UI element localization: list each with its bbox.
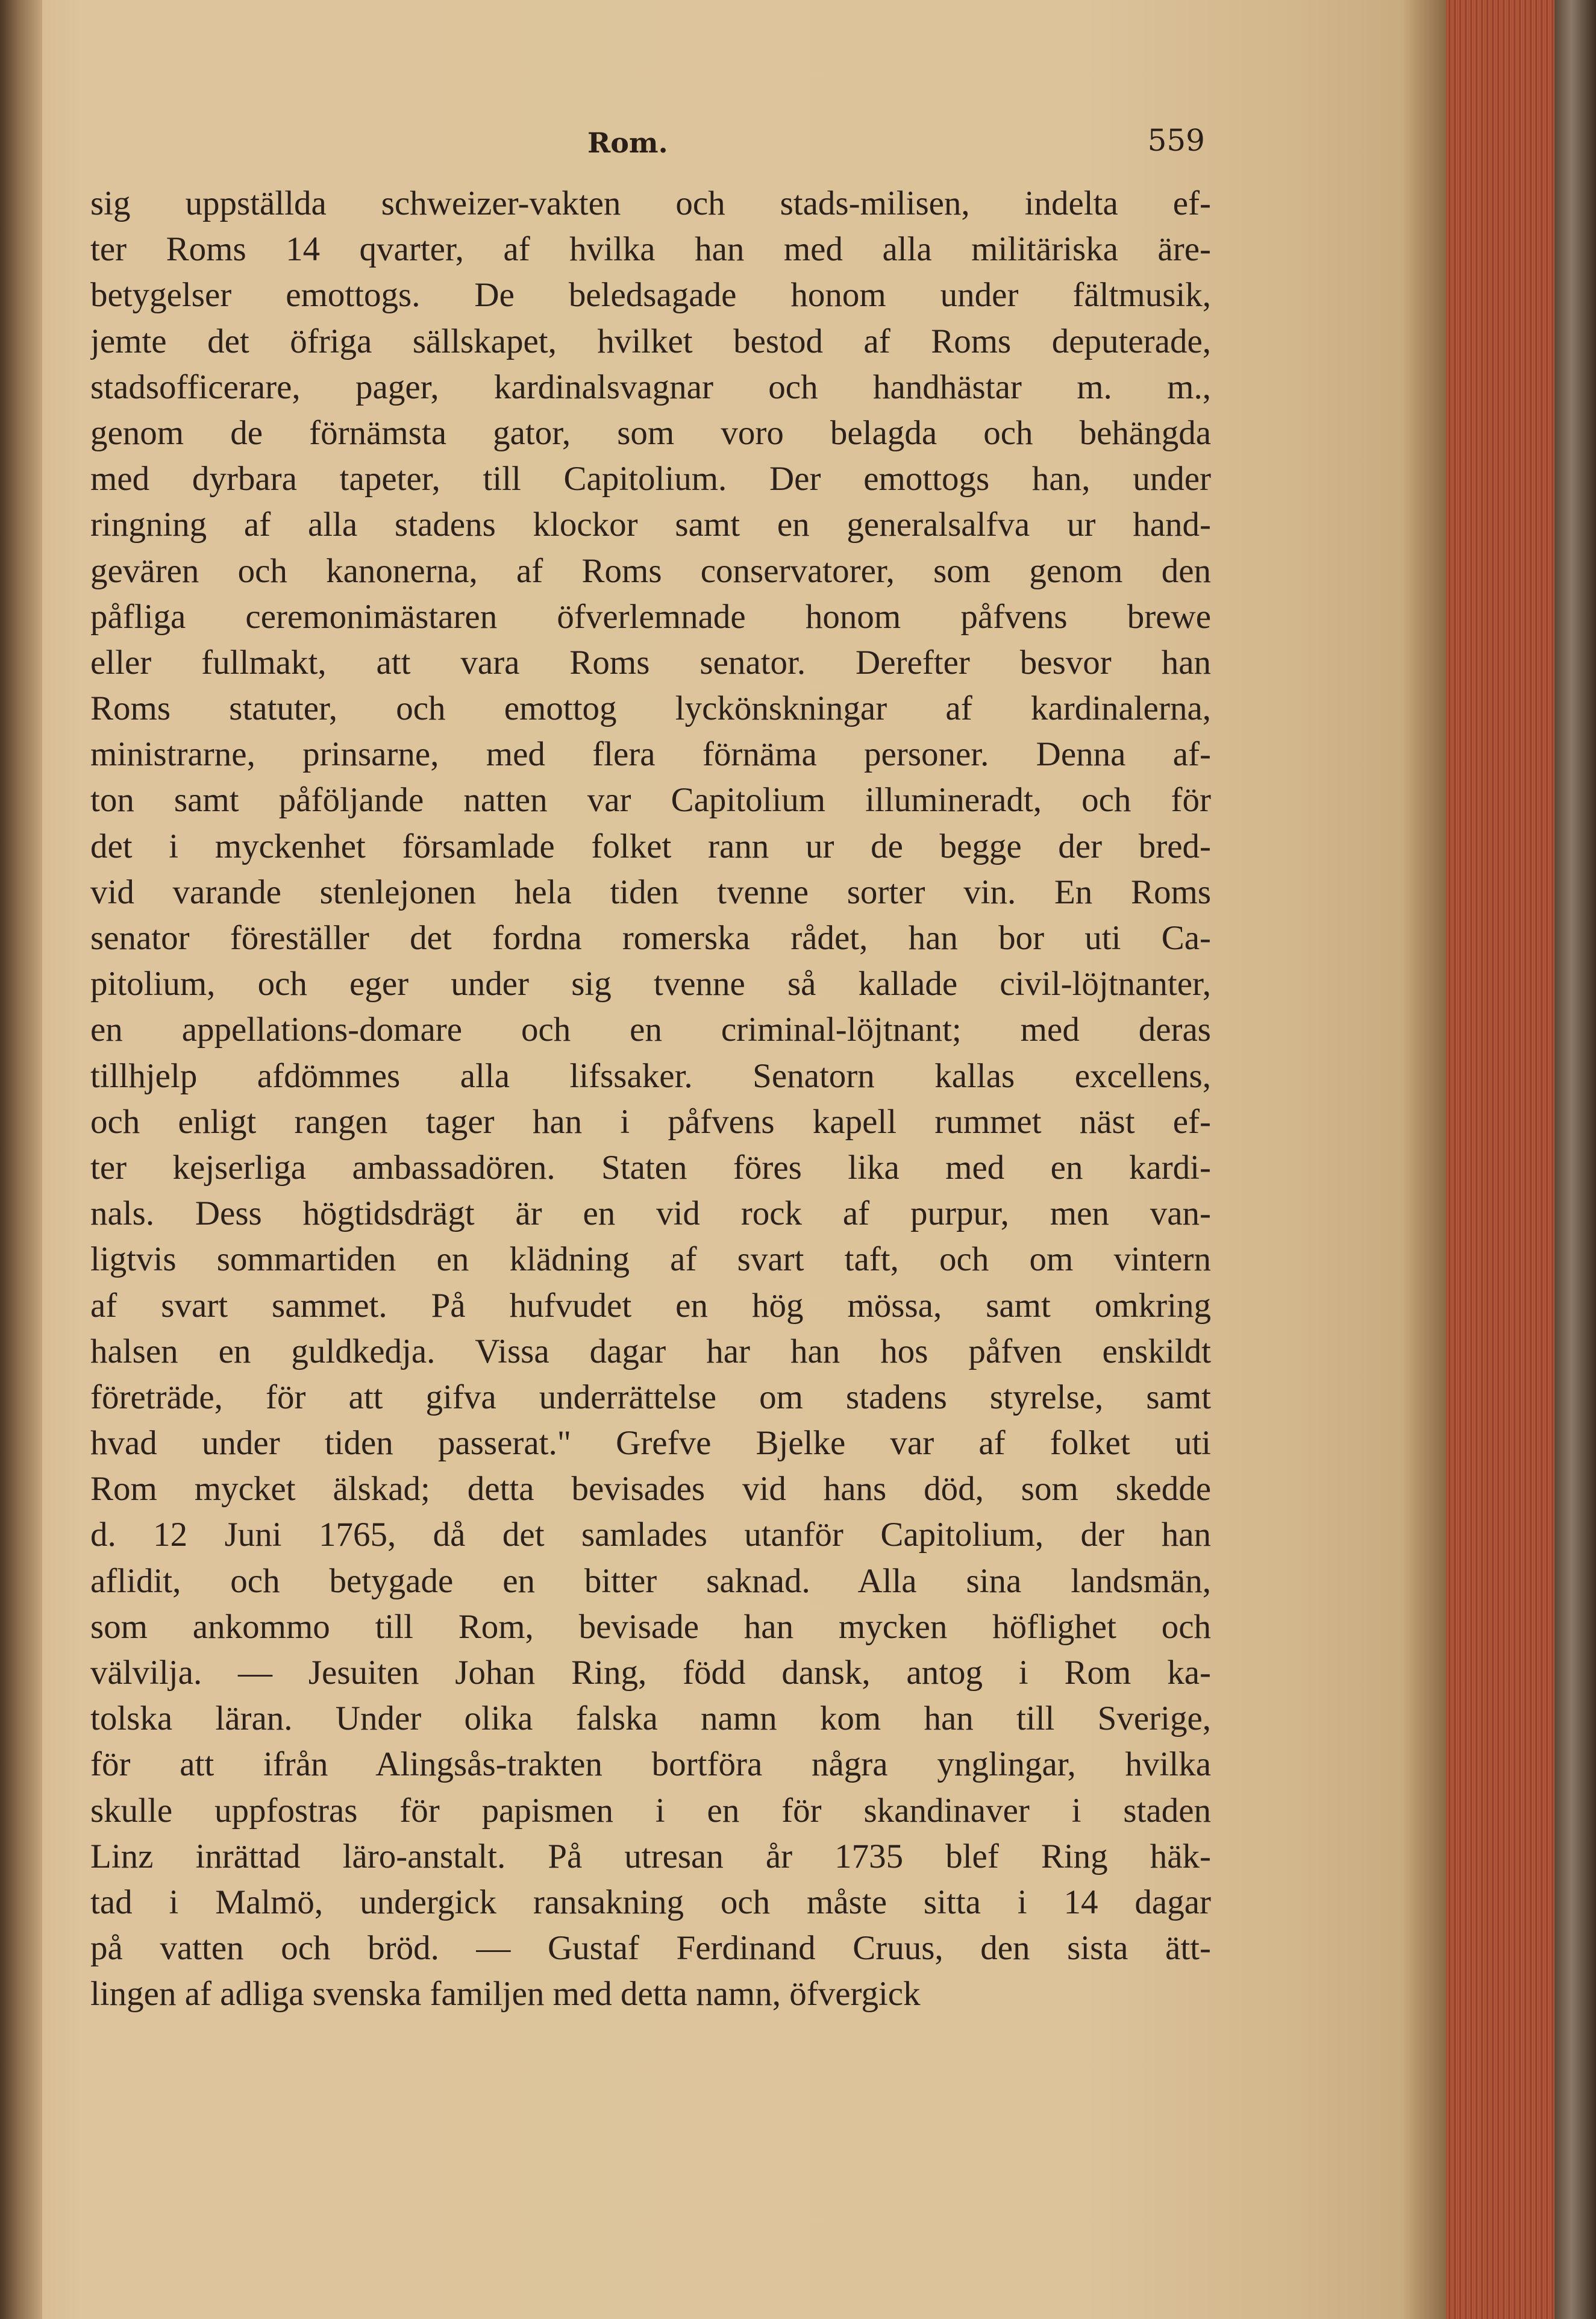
text-line: lingen af adliga svenska familjen med detta namn, öfvergick: [90, 1975, 921, 2013]
text-line: nals. Dess högtidsdrägt är en vid rock af purpur, men van-: [90, 1194, 1211, 1233]
text-line: för att ifrån Alingsås-trakten bortföra några ynglingar, hvilka: [90, 1745, 1211, 1784]
text-line: Linz inrättad läro-anstalt. På utresan år 1735 blef Ring häk-: [90, 1837, 1211, 1875]
running-head: Rom.: [587, 127, 668, 159]
text-line: ringning af alla stadens klockor samt en generalsalfva ur hand-: [90, 506, 1211, 544]
text-line: ton samt påföljande natten var Capitolium illumineradt, och för: [90, 781, 1211, 820]
text-line: sig uppställda schweizer-vakten och stads-milisen, indelta ef-: [90, 184, 1211, 222]
text-line: jemte det öfriga sällskapet, hvilket bestod af Roms deputerade,: [90, 322, 1211, 360]
text-line: d. 12 Juni 1765, då det samlades utanför Capitolium, der han: [90, 1516, 1211, 1554]
text-line: senator föreställer det fordna romerska rådet, han bor uti Ca-: [90, 919, 1211, 957]
text-line: välvilja. — Jesuiten Johan Ring, född dansk, antog i Rom ka-: [90, 1654, 1211, 1692]
text-line: genom de förnämsta gator, som voro belagda och behängda: [90, 413, 1211, 452]
text-line: eller fullmakt, att vara Roms senator. Derefter besvor han: [90, 643, 1211, 682]
text-line: tolska läran. Under olika falska namn kom han till Sverige,: [90, 1699, 1211, 1738]
text-line: företräde, för att gifva underrättelse om stadens styrelse, samt: [90, 1378, 1211, 1416]
page-header: [108, 123, 1205, 175]
text-line: på vatten och bröd. — Gustaf Ferdinand Cruus, den sista ätt-: [90, 1929, 1211, 1968]
text-line: en appellations-domare och en criminal-löjtnant; med deras: [90, 1011, 1211, 1049]
text-line: tad i Malmö, undergick ransakning och måste sitta i 14 dagar: [90, 1883, 1211, 1921]
text-line: pitolium, och eger under sig tvenne så kallade civil-löjtnanter,: [90, 965, 1211, 1003]
page-number: 559: [1147, 123, 1205, 158]
page-stack-edge: [1446, 0, 1554, 2319]
text-line: betygelser emottogs. De beledsagade honom under fältmusik,: [90, 276, 1211, 315]
body-text: [90, 181, 1211, 2018]
text-line: ter Roms 14 qvarter, af hvilka han med alla militäriska äre-: [90, 230, 1211, 269]
text-line: ministrarne, prinsarne, med flera förnäma personer. Denna af-: [90, 735, 1211, 774]
text-line: hvad under tiden passerat." Grefve Bjelke var af folket uti: [90, 1424, 1211, 1463]
text-line: skulle uppfostras för papismen i en för skandinaver i staden: [90, 1791, 1211, 1830]
text-line: som ankommo till Rom, bevisade han mycken höflighet och: [90, 1607, 1211, 1646]
text-line: af svart sammet. På hufvudet en hög mössa, samt omkring: [90, 1286, 1211, 1325]
text-line: stadsofficerare, pager, kardinalsvagnar och handhästar m. m.,: [90, 368, 1211, 406]
book-gutter: [0, 0, 42, 2319]
text-line: det i myckenhet församlade folket rann ur de begge der bred-: [90, 827, 1211, 865]
text-line: ligtvis sommartiden en klädning af svart taft, och om vintern: [90, 1240, 1211, 1279]
text-line: Rom mycket älskad; detta bevisades vid hans död, som skedde: [90, 1470, 1211, 1508]
text-line: med dyrbara tapeter, till Capitolium. Der emottogs han, under: [90, 460, 1211, 498]
text-line: Roms statuter, och emottog lyckönskningar af kardinalerna,: [90, 689, 1211, 728]
book-cover-edge: [1554, 0, 1596, 2319]
text-line: och enligt rangen tager han i påfvens kapell rummet näst ef-: [90, 1102, 1211, 1141]
page-edge-shadow: [1404, 0, 1446, 2319]
text-line: ter kejserliga ambassadören. Staten föres lika med en kardi-: [90, 1148, 1211, 1187]
text-line: tillhjelp afdömmes alla lifssaker. Senatorn kallas excellens,: [90, 1056, 1211, 1095]
text-line: vid varande stenlejonen hela tiden tvenne sorter vin. En Roms: [90, 873, 1211, 911]
text-line: halsen en guldkedja. Vissa dagar har han hos påfven enskildt: [90, 1332, 1211, 1370]
text-line: gevären och kanonerna, af Roms conservatorer, som genom den: [90, 551, 1211, 590]
text-line: aflidit, och betygade en bitter saknad. Alla sina landsmän,: [90, 1561, 1211, 1600]
text-line: påfliga ceremonimästaren öfverlemnade honom påfvens brewe: [90, 597, 1211, 636]
